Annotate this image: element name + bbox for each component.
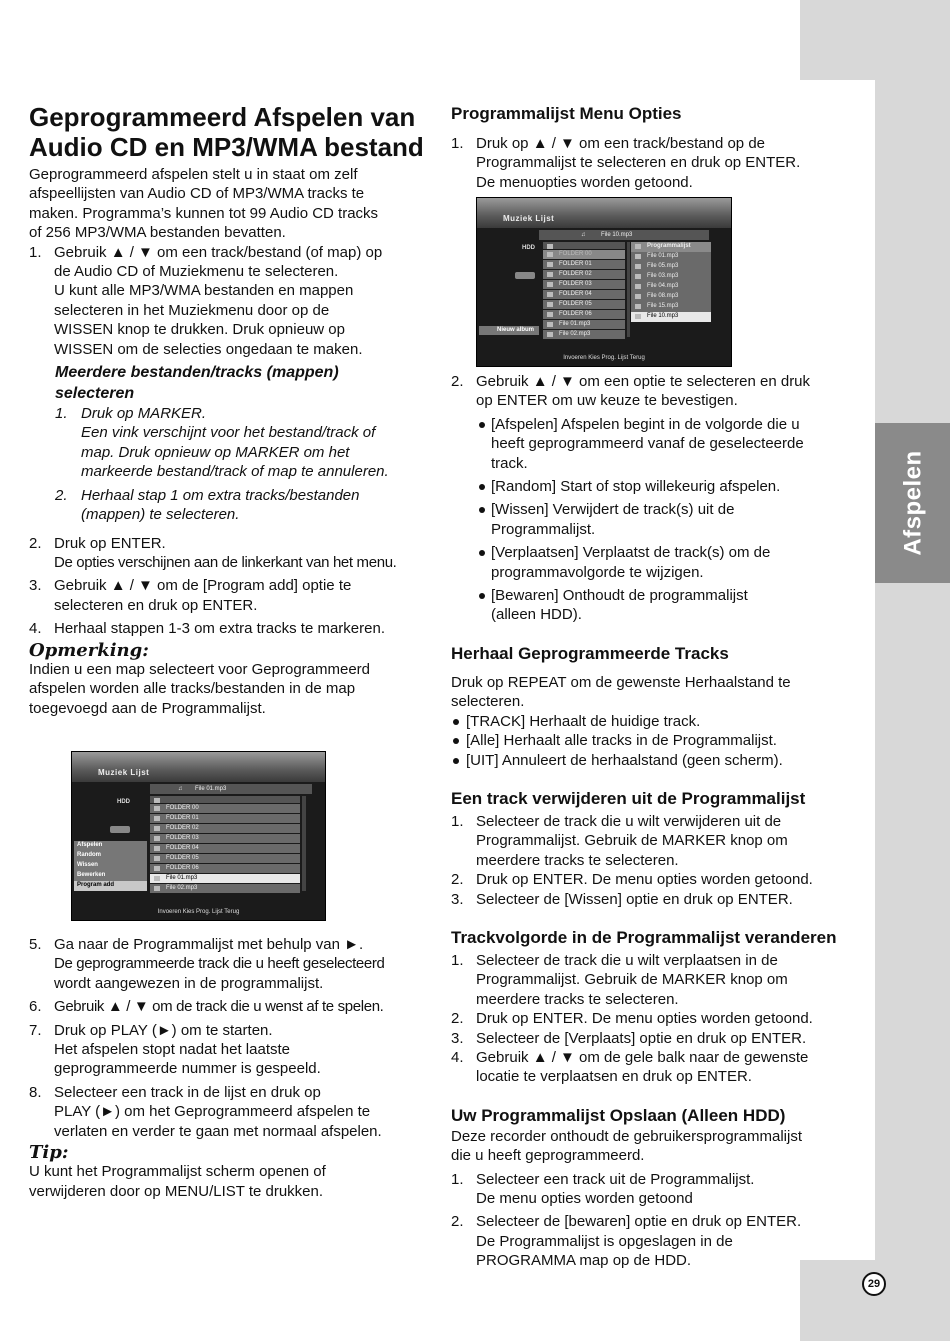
- disc-icon: [110, 826, 130, 833]
- step-7: [29, 1021, 429, 1079]
- program-item[interactable]: File 05.mp3: [631, 262, 711, 272]
- step-number: 1.: [451, 951, 464, 969]
- step-line: Selecteer de [bewaren] optie en druk op ENTER.: [476, 1213, 802, 1231]
- step-line: Herhaal stappen 1-3 om extra tracks te markeren.: [54, 620, 385, 638]
- options-step-1: [451, 134, 851, 192]
- disc-icon: [515, 272, 535, 279]
- step-line: Druk op ▲ / ▼ om een track/bestand op de: [476, 135, 766, 152]
- repeat-option-alle: [Alle] Herhaalt alle tracks in de Programmalijst.: [451, 731, 851, 750]
- step-line: Druk op PLAY (►) om te starten.: [54, 1021, 273, 1039]
- step-6: [29, 997, 429, 1016]
- right-column: [451, 103, 851, 192]
- step-number: 1.: [451, 1170, 464, 1188]
- list-item[interactable]: FOLDER 01: [543, 260, 625, 270]
- repeat-intro-line: selecteren.: [451, 693, 525, 711]
- multi-select-heading: [29, 362, 429, 404]
- hdd-label: HDD: [522, 245, 535, 251]
- step-line: Programmalijst te selecteren en druk op ENTER.: [476, 154, 801, 172]
- intro-line: Geprogrammeerd afspelen stelt u in staat om zelf: [29, 166, 358, 183]
- step-line: De opties verschijnen aan de linkerkant van het menu.: [54, 553, 397, 571]
- file-list: [150, 796, 300, 894]
- options-step-2: [451, 372, 851, 411]
- bullet-line: (alleen HDD).: [491, 606, 582, 624]
- bullet-line: [Random] Start of stop willekeurig afspelen.: [491, 478, 781, 496]
- repeat-option-track: [TRACK] Herhaalt de huidige track.: [451, 712, 851, 731]
- step-line: De menuopties worden getoond.: [476, 173, 693, 191]
- step-line: meerdere tracks te selecteren.: [476, 990, 679, 1008]
- file-header: [539, 230, 709, 240]
- option-bewaren: [451, 586, 851, 625]
- step-number: 4.: [29, 620, 42, 638]
- file-list: [543, 242, 625, 340]
- step-5: [29, 935, 429, 993]
- intro-line: afspeellijsten van Audio CD of MP3/WMA tracks te: [29, 185, 365, 203]
- heading-repeat: Herhaal Geprogrammeerde Tracks: [451, 643, 729, 663]
- step-line: Gebruik ▲ / ▼ om de gele balk naar de gewenste: [476, 1048, 809, 1066]
- list-item[interactable]: FOLDER 05: [543, 300, 625, 310]
- heading-save-list: Uw Programmalijst Opslaan (Alleen HDD): [451, 1105, 786, 1125]
- step-line: Selecteer de [Verplaats] optie en druk op ENTER.: [476, 1029, 807, 1047]
- save-intro: [451, 1127, 851, 1166]
- step-line: (mappen) te selecteren.: [81, 506, 240, 524]
- step-8: [29, 1083, 429, 1141]
- title-line-1: Geprogrammeerd Afspelen van: [29, 102, 416, 132]
- page-title: [29, 102, 429, 162]
- program-list: [631, 242, 711, 322]
- bullet-line: Programmalijst.: [491, 520, 596, 538]
- step-line: Het afspelen stopt nadat het laatste: [54, 1041, 290, 1059]
- step-line: WISSEN knop te drukken. Druk opnieuw op: [54, 321, 345, 339]
- repeat-intro-line: Druk op REPEAT om de gewenste Herhaalstand te: [451, 673, 791, 691]
- step-line: Druk op MARKER.: [81, 405, 207, 423]
- note-line: afspelen worden alle tracks/bestanden in de map: [29, 680, 356, 698]
- delete-step-2: [451, 870, 851, 889]
- step-number: 3.: [29, 577, 42, 595]
- step-number: 8.: [29, 1083, 42, 1101]
- step-line: verlaten en verder te gaan met normaal afspelen.: [54, 1122, 382, 1140]
- menu-item-afspelen[interactable]: Afspelen: [74, 841, 147, 851]
- screen-footer: Invoeren Kies Prog. Lijst Terug: [157, 909, 240, 915]
- step-line: Selecteer een track in de lijst en druk op: [54, 1083, 321, 1101]
- file-header-label: File 10.mp3: [601, 232, 633, 238]
- step-number: 2.: [451, 1213, 464, 1231]
- step-line: De geprogrammeerde track die u heeft geselecteerd: [54, 955, 385, 973]
- menu-item-random[interactable]: Random: [74, 851, 147, 861]
- step-line: Selecteer de [Wissen] optie en druk op ENTER.: [476, 890, 793, 908]
- menu-item-program-add[interactable]: Program add: [74, 881, 147, 891]
- step-line: Gebruik ▲ / ▼ om de track die u wenst af te spelen.: [54, 998, 384, 1016]
- option-afspelen: [451, 415, 851, 473]
- title-line-2: Audio CD en MP3/WMA bestand: [29, 132, 424, 162]
- step-line: wordt aangewezen in de programmalijst.: [54, 974, 324, 992]
- step-line: De Programmalijst is opgeslagen in de: [476, 1232, 733, 1250]
- step-line: Ga naar de Programmalijst met behulp van ►.: [54, 936, 364, 953]
- list-item[interactable]: FOLDER 05: [150, 854, 300, 864]
- bullet-line: [Wissen] Verwijdert de track(s) uit de: [491, 501, 735, 519]
- page-number: 29: [862, 1272, 886, 1296]
- step-line: Gebruik ▲ / ▼ om een optie te selecteren en druk: [476, 373, 811, 390]
- step-line: op ENTER om uw keuze te bevestigen.: [476, 392, 738, 410]
- list-item[interactable]: FOLDER 00: [543, 250, 625, 260]
- program-item[interactable]: File 10.mp3: [631, 312, 711, 322]
- order-step-3: [451, 1029, 851, 1048]
- file-header-label: File 01.mp3: [195, 786, 227, 792]
- repeat-intro: [451, 673, 851, 712]
- parent-folder-row[interactable]: [543, 242, 625, 249]
- new-album-button[interactable]: Nieuw album: [479, 326, 539, 335]
- save-step-2: [451, 1212, 851, 1270]
- step-3: [29, 576, 429, 615]
- step-line: Selecteer een track uit de Programmalijst.: [476, 1170, 755, 1188]
- screen-title: Muziek Lijst: [503, 214, 555, 223]
- step-number: 3.: [451, 890, 464, 908]
- step-number: 1.: [451, 812, 464, 830]
- right-column-bottom: [451, 372, 851, 1271]
- section-tab: [875, 423, 950, 583]
- parent-folder-row[interactable]: [150, 796, 300, 803]
- heading-line: selecteren: [55, 385, 135, 403]
- left-column-bottom: [29, 935, 429, 1201]
- step-number: 1.: [451, 135, 464, 152]
- intro-line: maken. Programma’s kunnen tot 99 Audio CD tracks: [29, 204, 379, 222]
- scrollbar[interactable]: [302, 796, 306, 891]
- heading-delete-track: Een track verwijderen uit de Programmalijst: [451, 788, 806, 808]
- scrollbar[interactable]: [627, 242, 630, 337]
- list-item[interactable]: FOLDER 01: [150, 814, 300, 824]
- step-line: Een vink verschijnt voor het bestand/track of: [81, 424, 376, 442]
- menu-item-bewerken[interactable]: Bewerken: [74, 871, 147, 881]
- section-tab-label: Afspelen: [898, 450, 926, 556]
- bullet-line: [Afspelen] Afspelen begint in de volgorde die u: [491, 415, 800, 433]
- sub-step-1: [29, 404, 429, 482]
- program-item[interactable]: File 04.mp3: [631, 282, 711, 292]
- step-number: 2.: [29, 534, 42, 552]
- bullet-line: track.: [491, 454, 528, 472]
- order-step-2: [451, 1009, 851, 1028]
- sub-step-2: [29, 486, 429, 525]
- step-number: 2.: [451, 1010, 464, 1028]
- list-item[interactable]: FOLDER 03: [150, 834, 300, 844]
- step-line: Selecteer de track die u wilt verplaatsen in de: [476, 951, 778, 969]
- bullet-line: [Verplaatsen] Verplaatst de track(s) om de: [491, 544, 771, 562]
- tip-text: [29, 1162, 429, 1201]
- screen-title-bar: [477, 198, 731, 228]
- save-intro-line: die u heeft geprogrammeerd.: [451, 1147, 645, 1165]
- step-line: selecteren en druk op ENTER.: [54, 596, 258, 614]
- step-2: [29, 534, 429, 573]
- step-line: Gebruik ▲ / ▼ om de [Program add] optie te: [54, 577, 352, 595]
- order-step-4: [451, 1048, 851, 1087]
- step-number: 2.: [451, 871, 464, 889]
- screen-title: Muziek Lijst: [98, 768, 150, 777]
- step-line: selecteren in het Muziekmenu door op de: [54, 301, 330, 319]
- note-line: toegevoegd aan de Programmalijst.: [29, 699, 266, 717]
- menu-item-wissen[interactable]: Wissen: [74, 861, 147, 871]
- step-line: Gebruik ▲ / ▼ om een track/bestand (of map) op: [54, 243, 383, 261]
- list-item[interactable]: File 02.mp3: [543, 330, 625, 340]
- screen-title-bar: [72, 752, 325, 782]
- delete-step-3: [451, 890, 851, 909]
- list-item[interactable]: FOLDER 04: [543, 290, 625, 300]
- file-header: [150, 784, 312, 794]
- list-item[interactable]: FOLDER 03: [543, 280, 625, 290]
- option-wissen: [451, 500, 851, 539]
- program-item[interactable]: File 08.mp3: [631, 292, 711, 302]
- step-1: [29, 243, 429, 359]
- list-item[interactable]: FOLDER 02: [543, 270, 625, 280]
- delete-step-1: [451, 812, 851, 870]
- list-item[interactable]: FOLDER 06: [543, 310, 625, 320]
- step-number: 2.: [55, 486, 68, 504]
- left-column: [29, 102, 429, 718]
- step-number: 4.: [451, 1048, 464, 1066]
- list-item[interactable]: FOLDER 06: [150, 864, 300, 874]
- program-list-header: Programmalijst: [631, 242, 711, 252]
- step-line: geprogrammeerde nummer is gespeeld.: [54, 1060, 321, 1078]
- option-verplaatsen: [451, 543, 851, 582]
- step-number: 6.: [29, 998, 42, 1016]
- bullet-line: programmavolgorde te wijzigen.: [491, 563, 704, 581]
- options-menu: [74, 841, 147, 891]
- step-number: 3.: [451, 1029, 464, 1047]
- heading-line: Meerdere bestanden/tracks (mappen): [55, 364, 339, 382]
- list-item[interactable]: FOLDER 04: [150, 844, 300, 854]
- note-title: Opmerking:: [29, 639, 149, 661]
- step-line: meerdere tracks te selecteren.: [476, 851, 679, 869]
- heading-change-order: Trackvolgorde in de Programmalijst veranderen: [451, 927, 837, 947]
- hdd-label: HDD: [117, 799, 130, 805]
- list-item[interactable]: FOLDER 02: [150, 824, 300, 834]
- step-4: [29, 619, 429, 638]
- step-line: de Audio CD of Muziekmenu te selecteren.: [54, 263, 339, 281]
- heading-menu-options: Programmalijst Menu Opties: [451, 104, 682, 123]
- list-item[interactable]: FOLDER 00: [150, 804, 300, 814]
- intro-line: of 256 MP3/WMA bestanden bevatten.: [29, 224, 286, 242]
- program-item[interactable]: File 15.mp3: [631, 302, 711, 312]
- screen-footer: Invoeren Kies Prog. Lijst Terug: [563, 355, 645, 361]
- step-line: markeerde bestand/track of map te annuleren.: [81, 463, 389, 481]
- step-number: 7.: [29, 1021, 42, 1039]
- step-number: 5.: [29, 936, 42, 953]
- step-line: Selecteer de track die u wilt verwijderen uit de: [476, 812, 782, 830]
- save-step-1: [451, 1170, 851, 1209]
- tip-line: U kunt het Programmalijst scherm openen of: [29, 1163, 326, 1181]
- bullet-line: [Bewaren] Onthoudt de programmalijst: [491, 587, 748, 605]
- step-line: Herhaal stap 1 om extra tracks/bestanden: [81, 486, 360, 504]
- step-line: Programmalijst. Gebruik de MARKER knop om: [476, 971, 788, 989]
- step-line: PROGRAMMA map op de HDD.: [476, 1252, 692, 1270]
- repeat-option-uit: [UIT] Annuleert de herhaalstand (geen scherm).: [451, 751, 851, 770]
- note-line: Indien u een map selecteert voor Geprogrammeerd: [29, 660, 371, 678]
- step-line: map. Druk opnieuw op MARKER om het: [81, 443, 350, 461]
- save-intro-line: Deze recorder onthoudt de gebruikersprogrammalijst: [451, 1127, 803, 1145]
- music-note-icon: ♫: [178, 786, 183, 792]
- step-line: Druk op ENTER. De menu opties worden getoond.: [476, 1010, 813, 1028]
- tip-line: verwijderen door op MENU/LIST te drukken.: [29, 1182, 324, 1200]
- music-list-screenshot-2: [476, 197, 732, 367]
- step-number: 2.: [451, 373, 464, 390]
- bullet-line: heeft geprogrammeerd vanaf de geselecteerde: [491, 435, 804, 453]
- program-item[interactable]: File 03.mp3: [631, 272, 711, 282]
- list-item[interactable]: File 01.mp3: [150, 874, 300, 884]
- step-line: Druk op ENTER. De menu opties worden getoond.: [476, 871, 813, 889]
- step-line: De menu opties worden getoond: [476, 1190, 693, 1207]
- list-item[interactable]: File 02.mp3: [150, 884, 300, 894]
- step-number: 1.: [29, 243, 42, 261]
- music-list-screenshot-1: [71, 751, 326, 921]
- option-random: [451, 477, 851, 496]
- step-line: locatie te verplaatsen en druk op ENTER.: [476, 1068, 752, 1086]
- step-line: U kunt alle MP3/WMA bestanden en mappen: [54, 282, 354, 300]
- step-line: WISSEN om de selecties ongedaan te maken.: [54, 340, 363, 358]
- order-step-1: [451, 951, 851, 1009]
- step-line: PLAY (►) om het Geprogrammeerd afspelen te: [54, 1103, 371, 1121]
- step-line: Druk op ENTER.: [54, 534, 166, 552]
- list-item[interactable]: File 01.mp3: [543, 320, 625, 330]
- music-note-icon: ♫: [581, 232, 586, 238]
- note-text: [29, 660, 429, 718]
- step-line: Programmalijst. Gebruik de MARKER knop om: [476, 832, 788, 850]
- intro-paragraph: [29, 165, 429, 243]
- tip-title: Tip:: [29, 1142, 69, 1164]
- step-number: 1.: [55, 405, 68, 423]
- program-item[interactable]: File 01.mp3: [631, 252, 711, 262]
